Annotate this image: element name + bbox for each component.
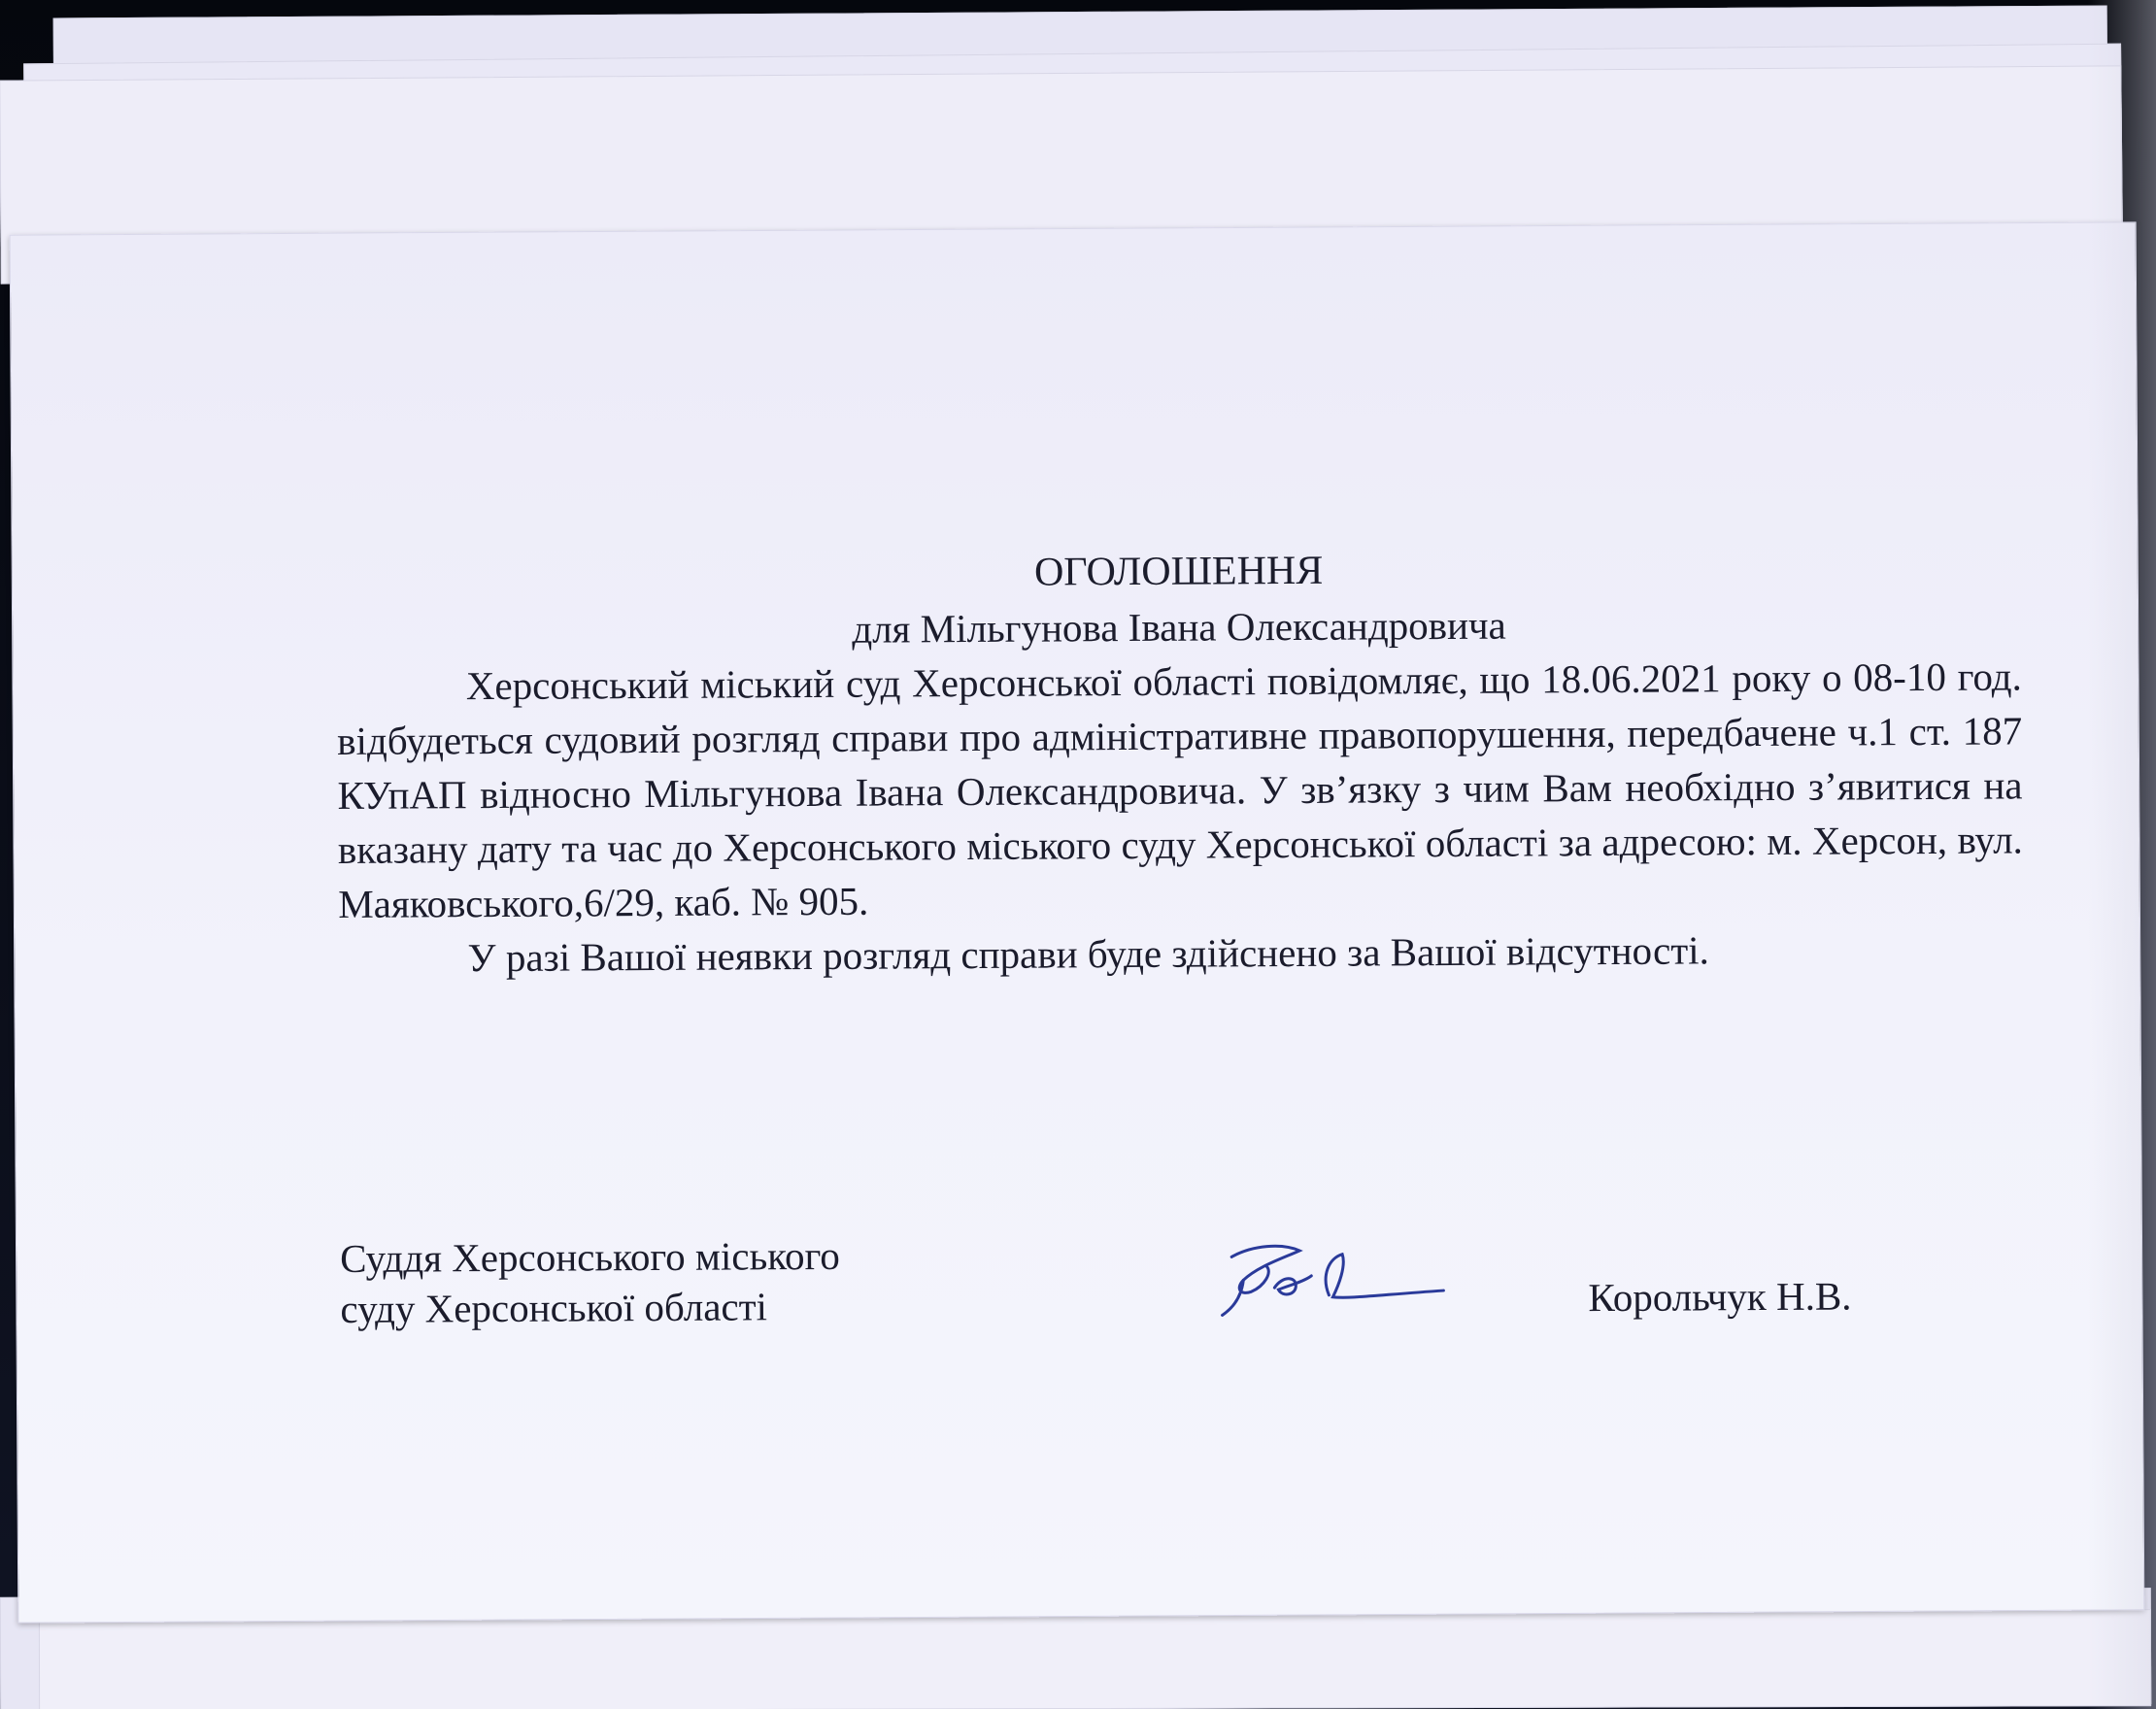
judge-position-line2: суду Херсонської області	[340, 1284, 768, 1331]
paper-sheet-under	[39, 1609, 2151, 1709]
document-title: ОГОЛОШЕННЯ	[1033, 548, 1324, 595]
body-paragraph-notice: Херсонський міський суд Херсонської області повідомляє, що 18.06.2021 року о 08-10 год. відбудеться судовий розгляд справи про адміністративне правопорушення, передбачене ч.1 ст. 187 КУпАП відносно Мільгунова Івана Олександровича. У зв’язку з чим Вам необхідно з’явитися на вказану дату та час до Херсонського міського суду Херсонської області за адресою: м. Херсон, вул. Маяковського,6/29, каб. № 905.	[337, 653, 2024, 926]
body-paragraph-absence: У разі Вашої неявки розгляд справи буде здійснено за Вашої відсутності.	[467, 927, 1709, 981]
judge-name: Корольчук Н.В.	[1588, 1273, 1852, 1321]
judge-position	[340, 1229, 1021, 1334]
handwritten-signature-icon	[1214, 1236, 1448, 1324]
announcement-text	[336, 538, 2024, 986]
document-subtitle: для Мільгунова Івана Олександровича	[852, 602, 1506, 652]
signature-block	[340, 1223, 2031, 1369]
judge-position-line1: Суддя Херсонського міського	[340, 1232, 840, 1281]
paper-stack-edge	[2088, 0, 2156, 1709]
